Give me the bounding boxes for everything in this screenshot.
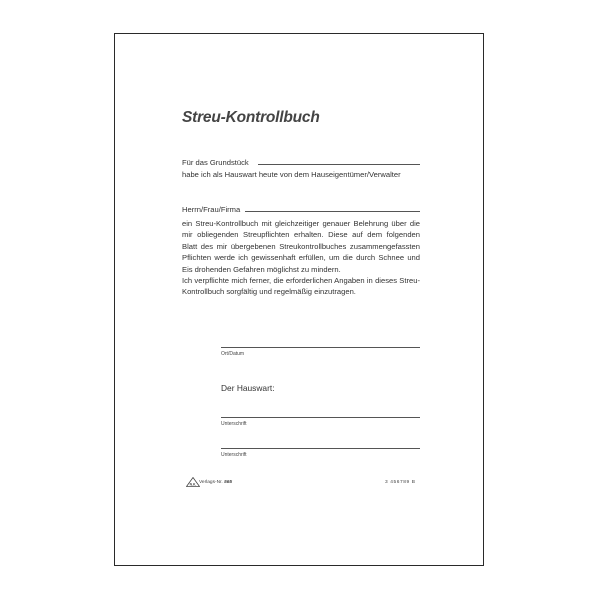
body-paragraph-1: ein Streu-Kontrollbuch mit gleichzeitiger genauer Belehrung über die mir obliegenden Streupflichten erhalten. Diese auf dem folgenden Blatt des mir übergebenen Streukontrollbuches zusammengefassten Pflichten werde ich gewissenhaft erfüllen, um die durch Schnee und Eis drohenden Gefahren möglichst zu mindern.: [182, 219, 420, 274]
signature-input-line-2[interactable]: [221, 448, 420, 449]
property-label: Für das Grundstück: [182, 158, 249, 167]
publisher-number: Verlags-Nr. 565: [199, 480, 233, 485]
recipient-label: Herrn/Frau/Firma: [182, 205, 241, 214]
publisher-logo-text: N.K.: [189, 482, 197, 487]
recipient-input-line[interactable]: [245, 211, 420, 212]
property-input-line[interactable]: [258, 164, 420, 165]
body-text: [182, 218, 420, 298]
place-date-input-line[interactable]: [221, 347, 420, 348]
signature-label-2: Unterschrift: [221, 452, 247, 458]
form-sheet: [114, 33, 484, 566]
publisher-logo-icon: [186, 477, 200, 487]
barcode-number: 3 456789 B: [385, 480, 416, 485]
form-title: Streu-Kontrollbuch: [182, 109, 320, 126]
body-paragraph-2: Ich verpflichte mich ferner, die erforderlichen Angaben in dieses Streu-Kontrollbuch sorgfältig und regelmäßig einzutragen.: [182, 276, 420, 297]
caretaker-line: habe ich als Hauswart heute von dem Hauseigentümer/Verwalter: [182, 170, 401, 179]
place-date-label: Ort/Datum: [221, 351, 245, 357]
caretaker-heading: Der Hauswart:: [221, 383, 275, 393]
signature-label-1: Unterschrift: [221, 421, 247, 427]
signature-input-line-1[interactable]: [221, 417, 420, 418]
